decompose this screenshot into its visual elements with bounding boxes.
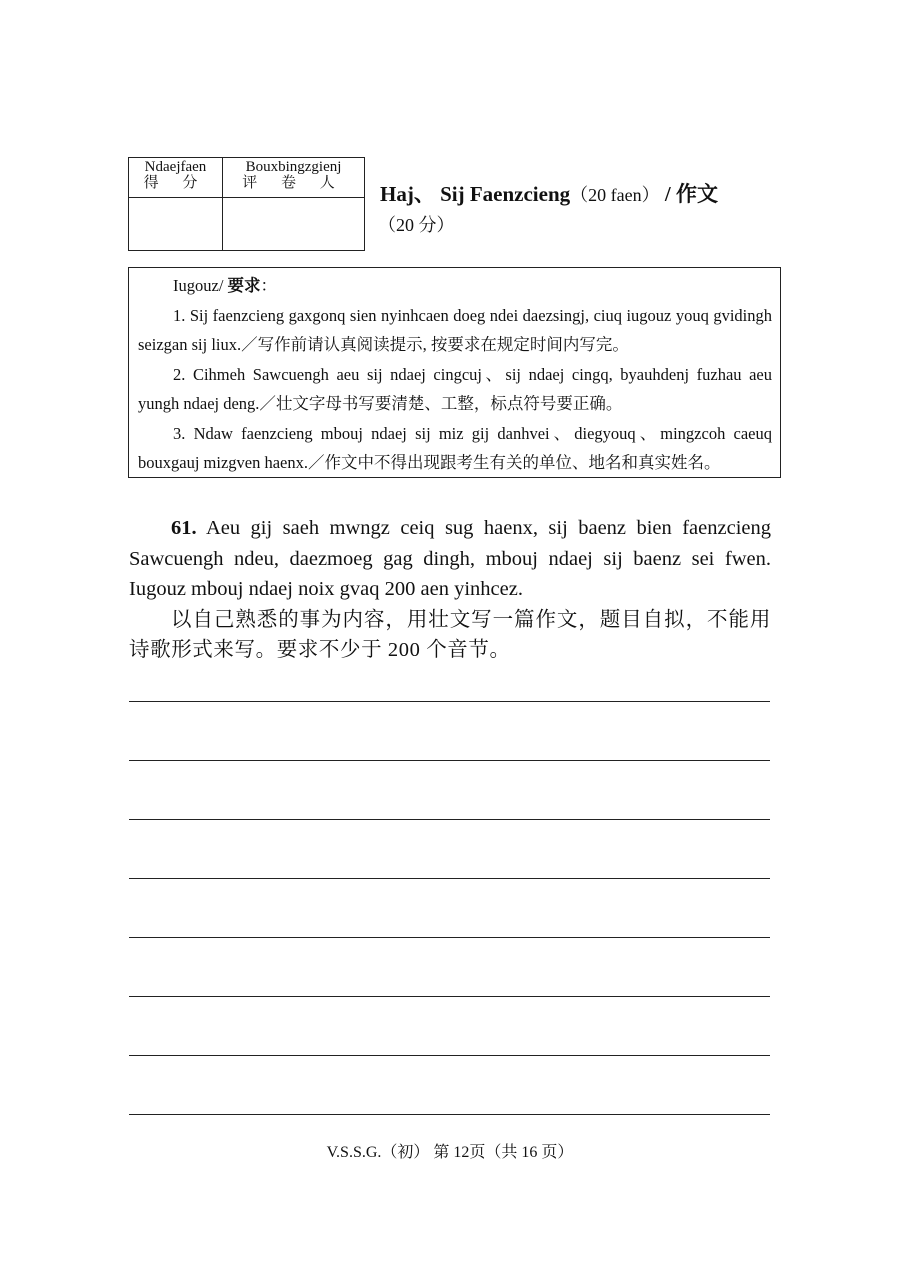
answer-line[interactable] xyxy=(129,1114,770,1115)
section-points: （20 faen） xyxy=(570,185,660,205)
requirement-item-1: 1. Sij faenzcieng gaxgonq sien nyinhcaen doeg ndei daezsingj, ciuq iugouz youq gvidingh seizgan sij liux.／写作前请认真阅读提示, 按要求在规定时间内写完。 xyxy=(138,305,772,354)
requirements-heading-sep: / xyxy=(218,276,224,295)
requirements-heading-latin: Iugouz xyxy=(173,276,219,295)
answer-lines[interactable] xyxy=(129,0,770,1272)
answer-line[interactable] xyxy=(129,1055,770,1056)
requirements-heading-cn: 要求 xyxy=(227,276,261,295)
page-footer: V.S.S.G.（初） 第 12页（共 16 页） xyxy=(326,1144,574,1161)
answer-line[interactable] xyxy=(129,878,770,879)
requirement-item-3: 3. Ndaw faenzcieng mbouj ndaej sij miz gij danhvei、diegyouq、mingzcoh caeuq bouxgauj mizgven haenx.／作文中不得出现跟考生有关的单位、地名和真实姓名。 xyxy=(138,423,772,472)
requirement-item-2: 2. Cihmeh Sawcuengh aeu sij ndaej cingcuj、sij ndaej cingq, byauhdenj fuzhau aeu yungh ndaej deng.／壮文字母书写要清楚、工整，标点符号要正确。 xyxy=(138,364,772,413)
answer-line[interactable] xyxy=(129,760,770,761)
question-latin-body: Aeu gij saeh mwngz ceiq sug haenx, sij baenz bien faenzcieng Sawcuengh ndeu, daezmoeg gag dingh, mbouj ndaej sij baenz sei fwen. Iugouz mbouj ndaej noix gvaq 200 aen yinhcez. xyxy=(129,517,771,600)
grader-header-latin: Bouxbingzgienj xyxy=(245,159,342,175)
question-number: 61. xyxy=(171,517,197,539)
answer-line[interactable] xyxy=(129,996,770,997)
section-title-latin: Sij Faenzcieng xyxy=(440,182,571,206)
grader-header-cn: 评 卷 人 xyxy=(242,175,345,191)
section-title-cn: / 作文 xyxy=(664,182,718,206)
answer-line[interactable] xyxy=(129,701,770,702)
score-header-latin: Ndaejfaen xyxy=(144,159,207,175)
question-text-cn: 以自己熟悉的事为内容，用壮文写一篇作文，题目自拟，不能用诗歌形式来写。要求不少于 200 个音节。 xyxy=(129,608,771,661)
section-points-cn: （20 分） xyxy=(378,215,455,235)
answer-line[interactable] xyxy=(129,937,770,938)
section-number: Haj、 xyxy=(380,182,435,206)
answer-line[interactable] xyxy=(129,819,770,820)
score-header-cn: 得 分 xyxy=(143,175,208,191)
requirements-heading-colon: ： xyxy=(260,276,278,295)
